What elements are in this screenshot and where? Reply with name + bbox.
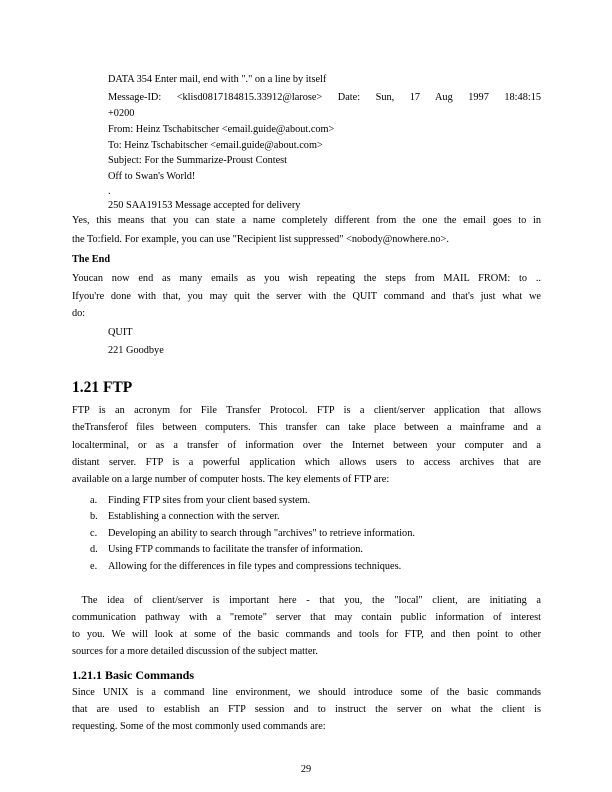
paragraph-line: communication pathway with a "remote" server that may contain public information of interest	[72, 612, 541, 623]
paragraph-line: Ifyou're done with that, you may quit the server with the QUIT command and that's just what we	[72, 291, 541, 302]
list-item-text: Allowing for the differences in file types and compressions techniques.	[108, 561, 402, 572]
paragraph-line: theTransferof files between computers. This transfer can take place between a mainframe and a	[72, 422, 541, 433]
list-marker: c.	[90, 528, 98, 539]
smtp-line: DATA 354 Enter mail, end with "." on a line by itself	[108, 74, 327, 85]
paragraph-line: FTP is an acronym for File Transfer Protocol. FTP is a client/server application that allows	[72, 405, 541, 416]
paragraph-line: sources for a more detailed discussion of the subject matter.	[72, 646, 318, 657]
paragraph-line: requesting. Some of the most commonly used commands are:	[72, 721, 326, 732]
paragraph-line: distant server. FTP is a powerful application which allows users to access archives that are	[72, 457, 541, 468]
smtp-line: To: Heinz Tschabitscher <email.guide@about.com>	[108, 140, 323, 151]
list-item-text: Establishing a connection with the server.	[108, 511, 280, 522]
paragraph-line: do:	[72, 308, 86, 319]
list-marker: a.	[90, 495, 98, 506]
paragraph-line: localterminal, or as a transfer of information over the Internet between your computer and a	[72, 440, 541, 451]
paragraph-line: The idea of client/server is important here - that you, the "local" client, are initiating a	[72, 595, 541, 606]
smtp-line: +0200	[108, 108, 135, 119]
page-number: 29	[300, 764, 312, 775]
the-end-heading: The End	[72, 254, 111, 265]
paragraph-line: Since UNIX is a command line environment, we should introduce some of the basic commands	[72, 687, 541, 698]
list-item-text: Finding FTP sites from your client based system.	[108, 495, 311, 506]
smtp-line: 250 SAA19153 Message accepted for delivery	[108, 200, 301, 211]
paragraph-line: Youcan now end as many emails as you wish repeating the steps from MAIL FROM: to ..	[72, 273, 541, 284]
smtp-line: From: Heinz Tschabitscher <email.guide@about.com>	[108, 124, 335, 135]
list-item-text: Using FTP commands to facilitate the transfer of information.	[108, 544, 363, 555]
paragraph-line: Yes, this means that you can state a name completely different from the one the email goes to in	[72, 215, 541, 226]
smtp-line: .	[108, 186, 111, 197]
subsection-heading: 1.21.1 Basic Commands	[72, 668, 195, 682]
list-marker: e.	[90, 561, 98, 572]
section-heading: 1.21 FTP	[72, 379, 133, 396]
smtp-line: Message-ID: <klisd0817184815.33912@larose> Date: Sun, 17 Aug 1997 18:48:15	[108, 92, 541, 103]
list-item-text: Developing an ability to search through "archives" to retrieve information.	[108, 528, 415, 539]
paragraph-line: that are used to establish an FTP session and to instruct the server on what the client is	[72, 704, 541, 715]
smtp-line: Off to Swan's World!	[108, 171, 196, 182]
smtp-line: Subject: For the Summarize-Proust Contest	[108, 155, 288, 166]
paragraph-line: available on a large number of computer hosts. The key elements of FTP are:	[72, 474, 390, 485]
paragraph-line: the To:field. For example, you can use "Recipient list suppressed" <nobody@nowhere.no>.	[72, 234, 449, 245]
quit-line: QUIT	[108, 327, 133, 338]
paragraph-line: to you. We will look at some of the basic commands and tools for FTP, and then point to other	[72, 629, 541, 640]
list-marker: d.	[90, 544, 98, 555]
quit-line: 221 Goodbye	[108, 345, 164, 356]
list-marker: b.	[90, 511, 98, 522]
